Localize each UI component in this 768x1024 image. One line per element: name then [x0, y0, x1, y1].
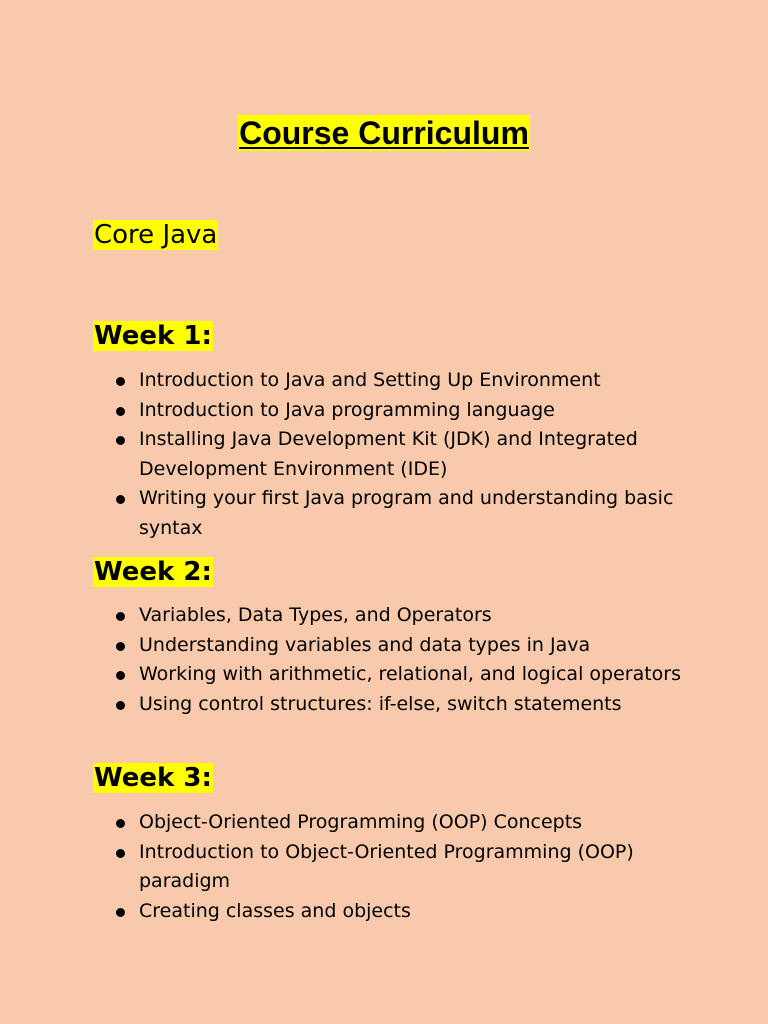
week-3-topic-list	[93, 808, 693, 926]
list-item: Introduction to Java and Setting Up Environment	[93, 366, 693, 396]
week-1-heading-text: Week 1:	[94, 321, 212, 351]
list-item: Writing your first Java program and understanding basic syntax	[93, 484, 693, 543]
list-item: Using control structures: if-else, switch statements	[93, 690, 693, 720]
page-title	[0, 113, 768, 153]
week-2-heading-text: Week 2:	[94, 557, 212, 587]
week-1-heading	[93, 317, 213, 355]
list-item: Variables, Data Types, and Operators	[93, 601, 693, 631]
week-2-topic-list	[93, 601, 693, 719]
list-item: Working with arithmetic, relational, and logical operators	[93, 660, 693, 690]
week-2-heading	[93, 553, 213, 591]
week-1-topic-list	[93, 366, 693, 543]
course-subtitle-text: Core Java	[94, 220, 218, 250]
list-item: Understanding variables and data types in Java	[93, 631, 693, 661]
week-3-heading	[93, 759, 213, 797]
course-subtitle	[93, 216, 218, 254]
page-title-text: Course Curriculum	[239, 115, 529, 151]
week-3-heading-text: Week 3:	[94, 763, 212, 793]
list-item: Introduction to Java programming language	[93, 396, 693, 426]
list-item: Creating classes and objects	[93, 897, 693, 927]
list-item: Object-Oriented Programming (OOP) Concepts	[93, 808, 693, 838]
list-item: Introduction to Object-Oriented Programming (OOP) paradigm	[93, 838, 693, 897]
list-item: Installing Java Development Kit (JDK) and Integrated Development Environment (IDE)	[93, 425, 693, 484]
